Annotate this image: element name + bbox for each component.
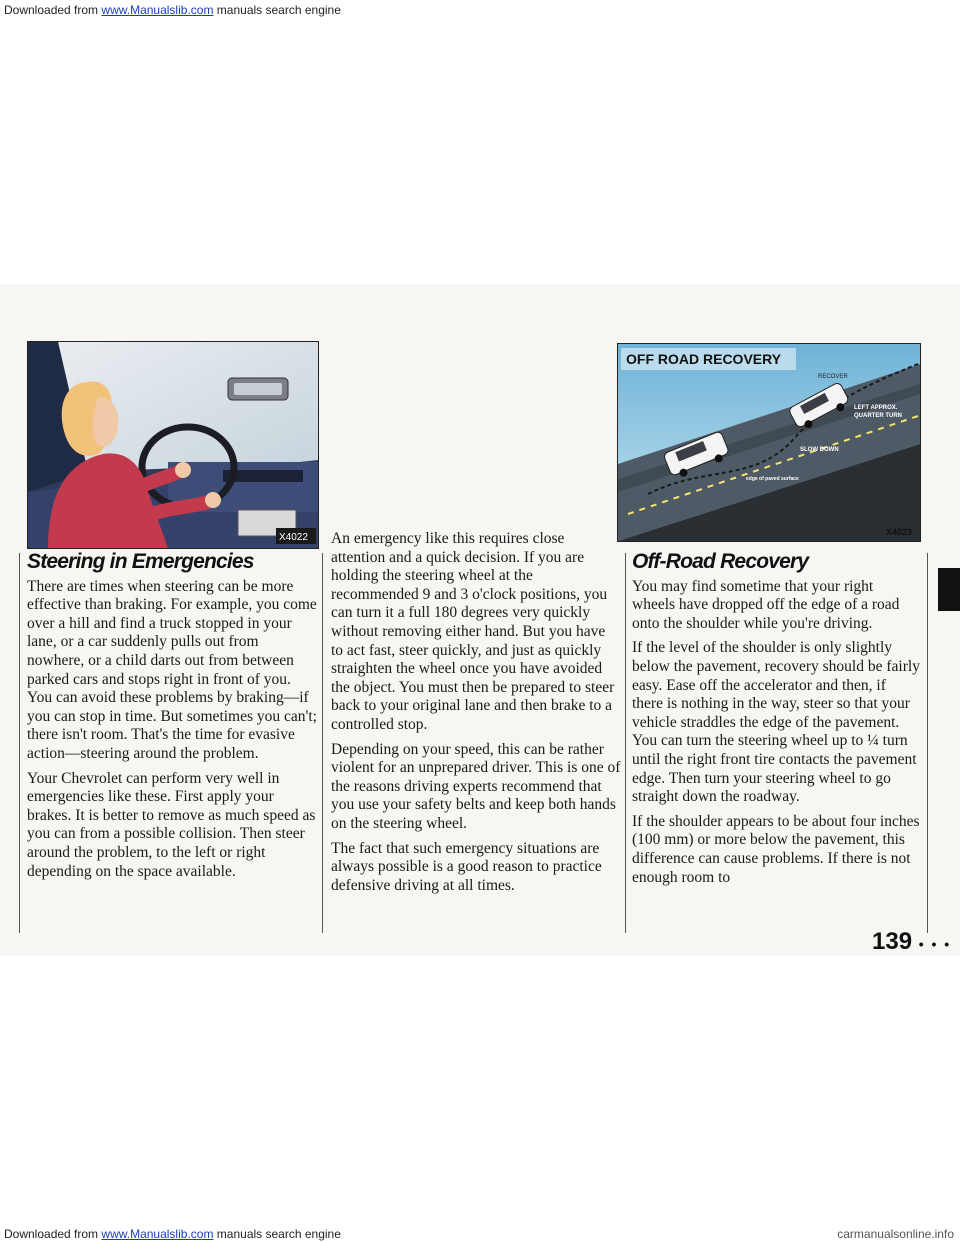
off-road-recovery-illustration (617, 343, 921, 542)
middle-column-rule (322, 553, 323, 933)
recovery-diagram-title: OFF ROAD RECOVERY (626, 351, 782, 367)
label-quarter-turn: QUARTER TURN (854, 413, 902, 419)
column-emergency-continued (331, 530, 621, 901)
driver-steering-drawing (28, 342, 318, 548)
source-footer (0, 1227, 960, 1241)
off-road-paragraph-1: You may find sometime that your right wheels have dropped off the edge of a road onto the shoulder while you're driving. (632, 577, 900, 632)
banner-suffix: manuals search engine (216, 3, 341, 17)
steering-paragraph-1: There are times when steering can be more effective than braking. For example, you come over a hill and find a truck stopped in your lane, or a car suddenly pulls out from nowhere, or a child darts out from between parked cars and stops right in front of you. You can avoid these problems by braking—if you can stop in time. But sometimes you can't; there isn't room. That's the time for evasive action—steering around the problem. (27, 577, 317, 762)
footer-watermark: carmanualsonline.info (837, 1227, 954, 1241)
emergency-paragraph-2: Depending on your speed, this can be rather violent for an unprepared driver. This is one of the reasons driving experts recommend that you use your safety belts and keep both hands on the steering wheel. (331, 740, 621, 832)
label-slow-down: SLOW DOWN (800, 447, 839, 453)
steering-paragraph-2: Your Chevrolet can perform very well in emergencies like these. First apply your brakes. It is better to remove as much speed as you can from a possible collision. Then steer around the problem, to the left or right depending on the space available. (27, 769, 316, 880)
footer-suffix: manuals search engine (216, 1227, 341, 1241)
label-edge-of-paved-surface: edge of paved surface (746, 476, 799, 482)
heading-steering-in-emergencies: Steering in Emergencies (27, 550, 254, 573)
column-steering-in-emergencies (27, 550, 319, 887)
emergency-paragraph-1: An emergency like this requires close attention and a quick decision. If you are holding the steering wheel at the recommended 9 and 3 o'clock positions, you can turn it a full 180 degrees very quickly without removing either hand. But you have to act fast, steer quickly, and just as quickly straighten the wheel once you have avoided the object. You must then be prepared to steer back to your original lane and then brake to a controlled stop. (331, 530, 615, 733)
left-column-rule (19, 553, 20, 933)
off-road-paragraph-2: If the level of the shoulder is only slightly below the pavement, recovery should be fairly easy. Ease off the accelerator and then, if there is nothing in the way, steer so that your vehicle straddles the edge of the pavement. You can turn the steering wheel up to ¼ turn until the right front tire contacts the pavement edge. Then turn your steering wheel to go straight down the roadway. (632, 639, 920, 806)
label-recover: RECOVER (818, 374, 848, 380)
column-off-road-recovery (632, 550, 920, 893)
source-banner (0, 0, 960, 20)
page-number (872, 928, 951, 956)
right-illustration-code: X4023 (886, 527, 913, 537)
emergency-paragraph-3: The fact that such emergency situations are always possible is a good reason to practice defensive driving at all times. (331, 839, 602, 894)
section-thumb-tab (938, 568, 960, 611)
off-road-paragraph-3: If the shoulder appears to be about four inches (100 mm) or more below the pavement, this difference can cause problems. If there is not enough room to (632, 812, 920, 886)
left-illustration-code: X4022 (279, 532, 308, 543)
driver-steering-illustration (27, 341, 319, 549)
manualslib-link[interactable]: www.Manualslib.com (101, 3, 214, 17)
page-number-dots: • • • (918, 936, 952, 952)
right-column-rule (625, 553, 626, 933)
footer-prefix: Downloaded from (4, 1227, 99, 1241)
banner-prefix: Downloaded from (4, 3, 99, 17)
footer-manualslib-link[interactable]: www.Manualslib.com (101, 1227, 214, 1241)
label-left-approx: LEFT APPROX. (854, 405, 898, 411)
right-edge-rule (927, 553, 928, 933)
page-number-value: 139 (872, 928, 913, 955)
heading-off-road-recovery: Off-Road Recovery (632, 550, 809, 573)
off-road-recovery-drawing (618, 344, 920, 541)
